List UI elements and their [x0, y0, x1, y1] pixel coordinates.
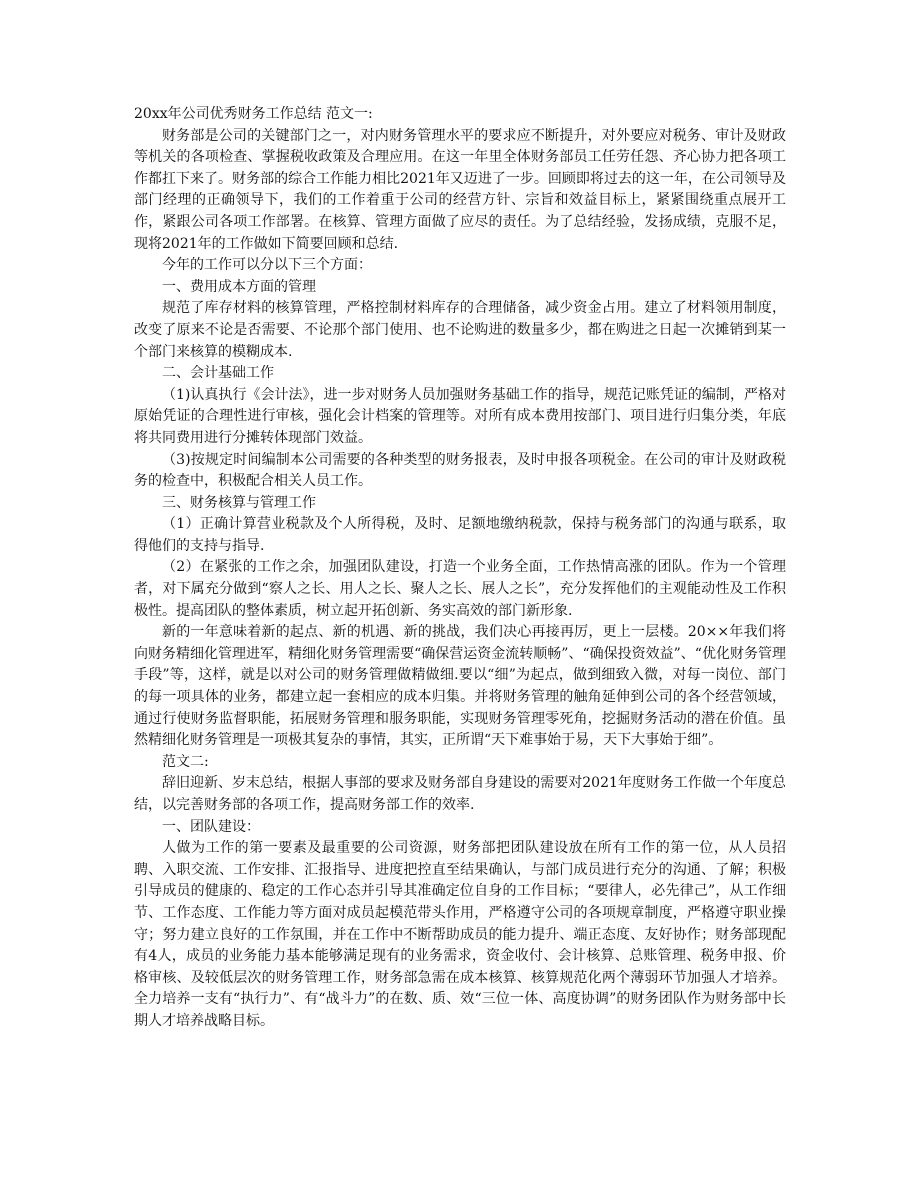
heading-accounting-management: 三、财务核算与管理工作 [162, 494, 316, 511]
paragraph-team: （2）在紧张的工作之余，加强团队建设，打造一个业务全面，工作热情高涨的团队。作为一个管理者，对下属充分做到“察人之长、用人之长、聚人之长、展人之长”，充分发挥他们的主观能动性及工作积极性。提高团队的整体素质，树立起开拓创新、务实高效的部门新形象. [134, 559, 786, 619]
paragraph-team-building: 人做为工作的第一要素及最重要的公司资源，财务部把团队建设放在所有工作的第一位，从人员招聘、入职交流、工作安排、汇报指导、进度把控直至结果确认，与部门成员进行充分的沟通、了解；积极引导成员的健康的、稳定的工作心态并引导其准确定位自身的工作目标；“要律人，必先律己”，从工作细节、工作态度、工作能力等方面对成员起模范带头作用，严格遵守公司的各项规章制度，严格遵守职业操守；努力建立良好的工作氛围，并在工作中不断帮助成员的能力提升、端正态度、友好协作；财务部现配有4人，成员的业务能力基本能够满足现有的业务需求，资金收付、会计核算、总账管理、税务申报、价格审核、及较低层次的财务管理工作，财务部急需在成本核算、核算规范化两个薄弱环节加强人才培养。全力培养一支有“执行力”、有“战斗力”的在数、质、效“三位一体、高度协调”的财务团队作为财务部中长期人才培养战略目标。 [134, 840, 786, 1029]
paragraph-year-end: 辞旧迎新、岁末总结，根据人事部的要求及财务部自身建设的需要对2021年度财务工作做一个年度总结，以完善财务部的各项工作，提高财务部工作的效率. [134, 775, 786, 813]
paragraph-cost-management: 规范了库存材料的核算管理，严格控制材料库存的合理储备，减少资金占用。建立了材料领用制度，改变了原来不论是否需要、不论那个部门使用、也不论购进的数量多少，都在购进之日起一次摊销到某一个部门来核算的模糊成本. [134, 300, 786, 360]
document-title: 20xx年公司优秀财务工作总结 范文一: [134, 106, 373, 122]
heading-cost-management: 一、费用成本方面的管理 [162, 278, 316, 295]
paragraph-tax: （1）正确计算营业税款及个人所得税，及时、足额地缴纳税款，保持与税务部门的沟通与联系，取得他们的支持与指导. [134, 516, 786, 554]
heading-sample-two: 范文二: [162, 753, 209, 770]
paragraph-three-aspects: 今年的工作可以分以下三个方面： [162, 257, 372, 274]
paragraph-financial-reports: （3)按规定时间编制本公司需要的各种类型的财务报表，及时申报各项税金。在公司的审计及财政税务的检查中，积极配合相关人员工作。 [134, 451, 786, 490]
paragraph-new-year: 新的一年意味着新的起点、新的机遇、新的挑战，我们决心再接再厉，更上一层楼。20××年我们将向财务精细化管理进军，精细化财务管理需要“确保营运资金流转顺畅”、“确保投资效益”、“优化财务管理手段”等，这样，就是以对公司的财务管理做精做细.要以“细”为起点，做到细致入微，对每一岗位、部门的每一项具体的业务，都建立起一套相应的成本归集。并将财务管理的触角延伸到公司的各个经营领域，通过行使财务监督职能，拓展财务管理和服务职能，实现财务管理零死角，挖掘财务活动的潜在价值。虽然精细化财务管理是一项极其复杂的事情，其实，正所谓“天下难事始于易，天下大事始于细”。 [134, 624, 786, 749]
heading-accounting-basics: 二、会计基础工作 [162, 365, 274, 382]
heading-team-building: 一、团队建设： [162, 818, 260, 835]
paragraph-accounting-law: （1)认真执行《会计法》，进一步对财务人员加强财务基础工作的指导，规范记账凭证的编制，严格对原始凭证的合理性进行审核，强化会计档案的管理等。对所有成本费用按部门、项目进行归集分类，年底将共同费用进行分摊转体现部门效益。 [134, 386, 786, 446]
paragraph-intro: 财务部是公司的关键部门之一，对内财务管理水平的要求应不断提升，对外要应对税务、审计及财政等机关的各项检查、掌握税收政策及合理应用。在这一年里全体财务部员工任劳任怨、齐心协力把各项工作都扛下来了。财务部的综合工作能力相比2021年又迈进了一步。回顾即将过去的这一年，在公司领导及部门经理的正确领导下，我们的工作着重于公司的经营方针、宗旨和效益目标上，紧紧围绕重点展开工作，紧跟公司各项工作部署。在核算、管理方面做了应尽的责任。为了总结经验，发扬成绩，克服不足，现将2021年的工作做如下简要回顾和总结. [134, 127, 786, 252]
document-page [134, 104, 786, 1033]
